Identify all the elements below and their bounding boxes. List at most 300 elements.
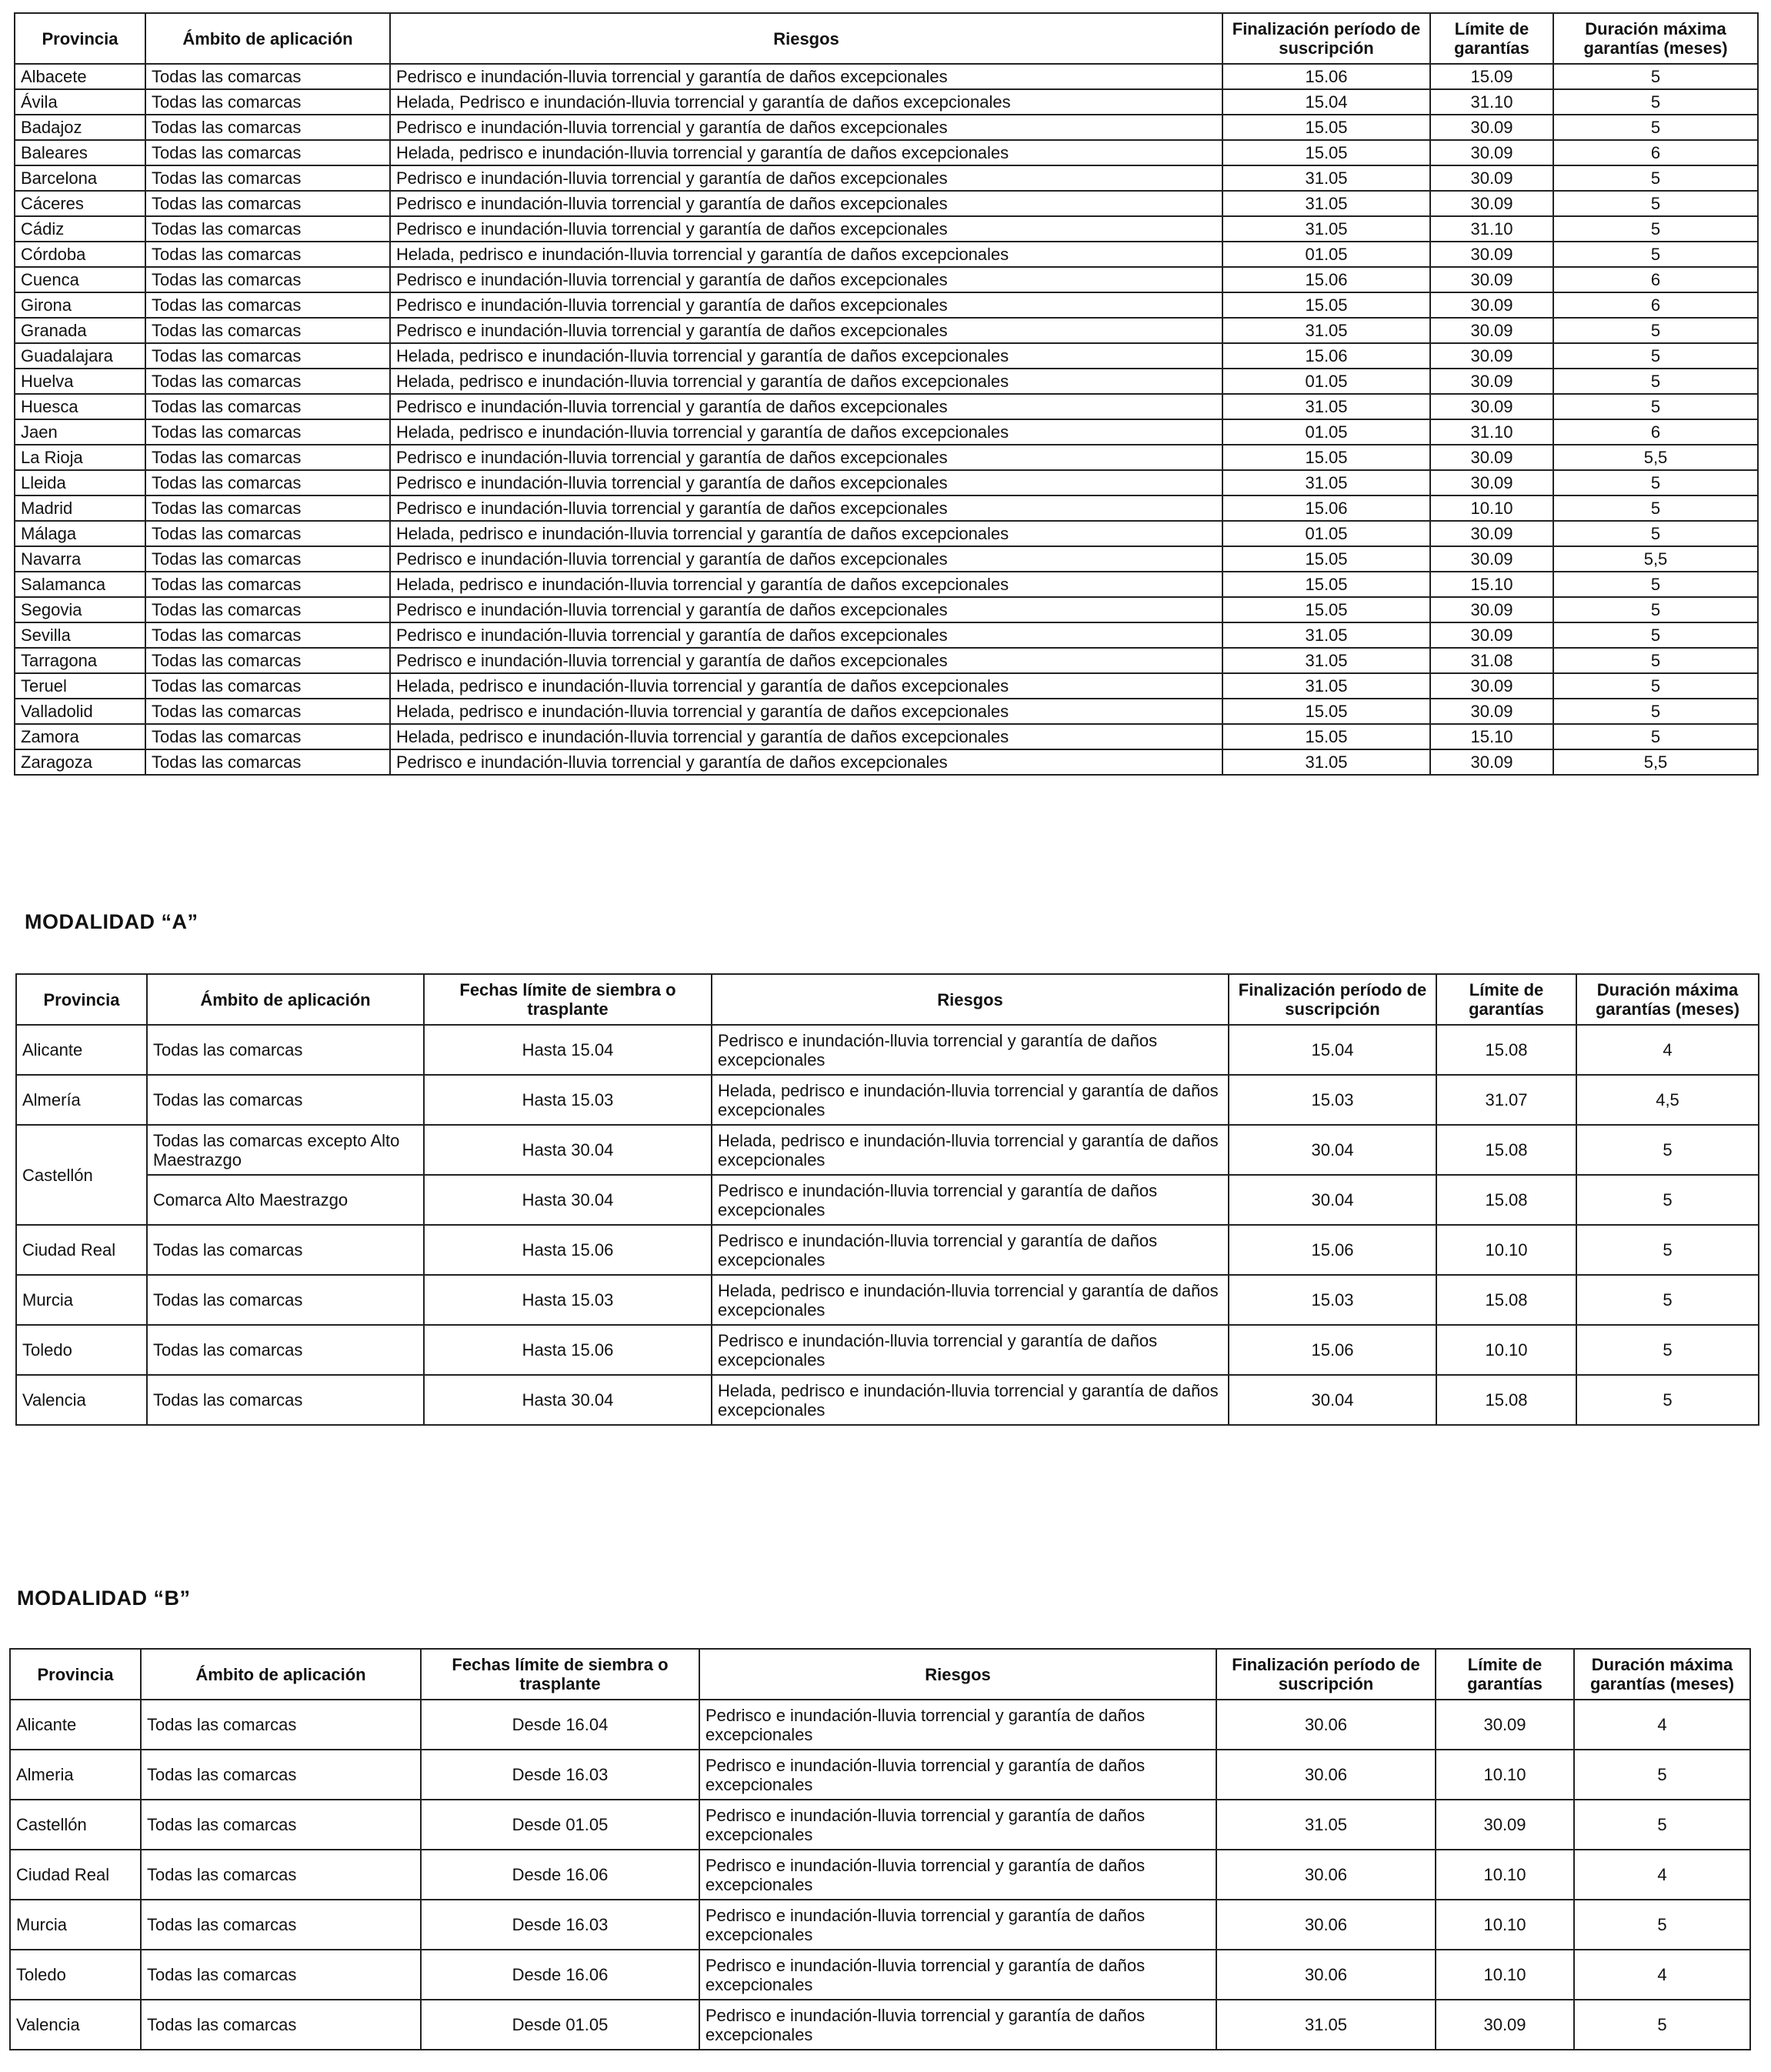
cell-provincia: Granada — [15, 318, 145, 343]
cell-ambito: Todas las comarcas — [145, 572, 390, 597]
cell-riesgos: Pedrisco e inundación-lluvia torrencial y garantía de daños excepcionales — [390, 648, 1222, 673]
cell-finalizacion: 15.05 — [1222, 724, 1430, 749]
cell-riesgos: Pedrisco e inundación-lluvia torrencial y garantía de daños excepcionales — [390, 267, 1222, 292]
cell-finalizacion: 30.04 — [1229, 1125, 1436, 1175]
cell-provincia: Zamora — [15, 724, 145, 749]
cell-finalizacion: 15.06 — [1229, 1225, 1436, 1275]
header-riesgos: Riesgos — [699, 1649, 1216, 1700]
cell-fechas-limite: Desde 01.05 — [421, 2000, 699, 2050]
cell-ambito: Todas las comarcas — [145, 64, 390, 89]
cell-riesgos: Pedrisco e inundación-lluvia torrencial y garantía de daños excepcionales — [390, 495, 1222, 521]
cell-riesgos: Helada, pedrisco e inundación-lluvia torrencial y garantía de daños excepcionales — [390, 572, 1222, 597]
cell-ambito: Todas las comarcas — [141, 2000, 421, 2050]
cell-limite: 30.09 — [1430, 318, 1553, 343]
cell-finalizacion: 31.05 — [1222, 165, 1430, 191]
cell-duracion: 6 — [1553, 267, 1758, 292]
cell-provincia: Huelva — [15, 369, 145, 394]
cell-fechas-limite: Desde 16.06 — [421, 1950, 699, 2000]
cell-limite: 30.09 — [1436, 1700, 1574, 1750]
cell-duracion: 5 — [1553, 115, 1758, 140]
cell-finalizacion: 15.04 — [1229, 1025, 1436, 1075]
cell-limite: 30.09 — [1430, 191, 1553, 216]
cell-riesgos: Helada, pedrisco e inundación-lluvia torrencial y garantía de daños excepcionales — [712, 1125, 1229, 1175]
cell-provincia: Valencia — [16, 1375, 147, 1425]
cell-riesgos: Helada, pedrisco e inundación-lluvia torrencial y garantía de daños excepcionales — [390, 242, 1222, 267]
table-row — [15, 343, 1758, 369]
table-row — [15, 470, 1758, 495]
cell-duracion: 5 — [1553, 521, 1758, 546]
cell-provincia: Cádiz — [15, 216, 145, 242]
cell-duracion: 5 — [1553, 597, 1758, 622]
cell-riesgos: Helada, pedrisco e inundación-lluvia torrencial y garantía de daños excepcionales — [390, 724, 1222, 749]
cell-limite: 15.08 — [1436, 1375, 1576, 1425]
cell-ambito: Todas las comarcas — [145, 648, 390, 673]
cell-duracion: 5 — [1576, 1175, 1759, 1225]
cell-finalizacion: 31.05 — [1222, 648, 1430, 673]
cell-riesgos: Helada, Pedrisco e inundación-lluvia torrencial y garantía de daños excepcionales — [390, 89, 1222, 115]
modalidad-b-heading: MODALIDAD “B” — [17, 1587, 191, 1610]
cell-limite: 15.10 — [1430, 572, 1553, 597]
cell-ambito: Todas las comarcas — [141, 1800, 421, 1850]
cell-finalizacion: 15.05 — [1222, 597, 1430, 622]
cell-riesgos: Pedrisco e inundación-lluvia torrencial y garantía de daños excepcionales — [390, 597, 1222, 622]
cell-finalizacion: 31.05 — [1222, 216, 1430, 242]
cell-duracion: 5 — [1553, 64, 1758, 89]
cell-ambito: Todas las comarcas — [145, 318, 390, 343]
header-duracion: Duración máxima garantías (meses) — [1576, 974, 1759, 1025]
table-row — [15, 724, 1758, 749]
cell-duracion: 5 — [1553, 648, 1758, 673]
cell-provincia: Albacete — [15, 64, 145, 89]
cell-finalizacion: 01.05 — [1222, 369, 1430, 394]
cell-provincia: Madrid — [15, 495, 145, 521]
cell-duracion: 4 — [1574, 1950, 1750, 2000]
cell-provincia: Jaen — [15, 419, 145, 445]
cell-finalizacion: 15.03 — [1229, 1075, 1436, 1125]
cell-limite: 30.09 — [1430, 242, 1553, 267]
cell-finalizacion: 15.03 — [1229, 1275, 1436, 1325]
cell-finalizacion: 31.05 — [1222, 394, 1430, 419]
table-row — [15, 622, 1758, 648]
table-row — [15, 318, 1758, 343]
cell-limite: 30.09 — [1430, 597, 1553, 622]
table-row — [10, 2000, 1750, 2050]
cell-riesgos: Pedrisco e inundación-lluvia torrencial y garantía de daños excepcionales — [390, 115, 1222, 140]
cell-provincia: Toledo — [10, 1950, 141, 2000]
table-row — [15, 495, 1758, 521]
cell-finalizacion: 30.04 — [1229, 1175, 1436, 1225]
cell-riesgos: Helada, pedrisco e inundación-lluvia torrencial y garantía de daños excepcionales — [390, 673, 1222, 699]
cell-limite: 10.10 — [1436, 1900, 1574, 1950]
cell-ambito: Todas las comarcas — [145, 445, 390, 470]
cell-riesgos: Pedrisco e inundación-lluvia torrencial y garantía de daños excepcionales — [390, 64, 1222, 89]
cell-provincia: Tarragona — [15, 648, 145, 673]
cell-riesgos: Pedrisco e inundación-lluvia torrencial y garantía de daños excepcionales — [390, 191, 1222, 216]
table-row — [15, 292, 1758, 318]
cell-duracion: 5 — [1553, 242, 1758, 267]
table-row — [10, 1850, 1750, 1900]
cell-provincia: Córdoba — [15, 242, 145, 267]
cell-duracion: 6 — [1553, 419, 1758, 445]
table-row — [10, 1750, 1750, 1800]
cell-ambito: Todas las comarcas — [145, 546, 390, 572]
cell-provincia: Zaragoza — [15, 749, 145, 775]
general-risks-table-body — [15, 64, 1758, 775]
cell-duracion: 5 — [1553, 165, 1758, 191]
cell-finalizacion: 15.05 — [1222, 572, 1430, 597]
table-row — [15, 419, 1758, 445]
cell-provincia: Alicante — [10, 1700, 141, 1750]
cell-finalizacion: 31.05 — [1222, 673, 1430, 699]
cell-finalizacion: 15.06 — [1222, 64, 1430, 89]
cell-ambito: Todas las comarcas — [145, 724, 390, 749]
cell-finalizacion: 15.06 — [1222, 267, 1430, 292]
cell-ambito: Todas las comarcas — [141, 1750, 421, 1800]
cell-duracion: 4 — [1574, 1700, 1750, 1750]
cell-finalizacion: 30.04 — [1229, 1375, 1436, 1425]
cell-ambito: Todas las comarcas — [147, 1325, 424, 1375]
cell-finalizacion: 31.05 — [1222, 318, 1430, 343]
header-ambito: Ámbito de aplicación — [145, 13, 390, 64]
cell-limite: 15.08 — [1436, 1175, 1576, 1225]
cell-duracion: 5 — [1553, 724, 1758, 749]
header-limite: Límite de garantías — [1430, 13, 1553, 64]
cell-duracion: 5 — [1553, 495, 1758, 521]
cell-ambito: Todas las comarcas — [147, 1375, 424, 1425]
cell-limite: 30.09 — [1436, 1800, 1574, 1850]
header-limite: Límite de garantías — [1436, 974, 1576, 1025]
cell-duracion: 5,5 — [1553, 445, 1758, 470]
cell-provincia: Málaga — [15, 521, 145, 546]
cell-ambito: Todas las comarcas — [145, 165, 390, 191]
header-finalizacion: Finalización período de suscripción — [1216, 1649, 1436, 1700]
table-row — [16, 1225, 1759, 1275]
cell-limite: 10.10 — [1436, 1750, 1574, 1800]
cell-fechas-limite: Hasta 30.04 — [424, 1175, 712, 1225]
modalidad-a-table-body — [16, 1025, 1759, 1425]
cell-finalizacion: 15.04 — [1222, 89, 1430, 115]
cell-duracion: 5 — [1574, 1900, 1750, 1950]
modalidad-a-table — [15, 973, 1759, 1426]
cell-limite: 10.10 — [1436, 1950, 1574, 2000]
cell-finalizacion: 15.06 — [1222, 343, 1430, 369]
cell-limite: 30.09 — [1430, 165, 1553, 191]
cell-ambito: Todas las comarcas — [147, 1275, 424, 1325]
cell-finalizacion: 15.05 — [1222, 699, 1430, 724]
table-row — [15, 89, 1758, 115]
cell-limite: 31.10 — [1430, 419, 1553, 445]
cell-riesgos: Pedrisco e inundación-lluvia torrencial y garantía de daños excepcionales — [390, 318, 1222, 343]
cell-riesgos: Pedrisco e inundación-lluvia torrencial y garantía de daños excepcionales — [712, 1025, 1229, 1075]
header-riesgos: Riesgos — [390, 13, 1222, 64]
table-row — [15, 64, 1758, 89]
cell-finalizacion: 01.05 — [1222, 242, 1430, 267]
cell-ambito: Todas las comarcas — [145, 140, 390, 165]
cell-duracion: 6 — [1553, 140, 1758, 165]
header-provincia: Provincia — [10, 1649, 141, 1700]
header-ambito: Ámbito de aplicación — [141, 1649, 421, 1700]
table-row — [15, 648, 1758, 673]
cell-limite: 30.09 — [1430, 749, 1553, 775]
table-row — [15, 521, 1758, 546]
cell-limite: 30.09 — [1430, 445, 1553, 470]
cell-duracion: 5 — [1576, 1325, 1759, 1375]
cell-finalizacion: 31.05 — [1222, 622, 1430, 648]
table-header-row — [10, 1649, 1750, 1700]
table-row — [15, 445, 1758, 470]
cell-duracion: 5 — [1553, 470, 1758, 495]
cell-finalizacion: 30.06 — [1216, 1850, 1436, 1900]
cell-limite: 10.10 — [1430, 495, 1553, 521]
cell-limite: 30.09 — [1430, 115, 1553, 140]
cell-duracion: 5 — [1576, 1275, 1759, 1325]
cell-finalizacion: 30.06 — [1216, 1750, 1436, 1800]
table-row — [15, 191, 1758, 216]
cell-ambito: Todas las comarcas — [145, 292, 390, 318]
cell-limite: 10.10 — [1436, 1850, 1574, 1900]
cell-fechas-limite: Desde 16.04 — [421, 1700, 699, 1750]
table-row — [15, 242, 1758, 267]
table-row — [10, 1950, 1750, 2000]
table-row — [15, 115, 1758, 140]
cell-finalizacion: 15.05 — [1222, 140, 1430, 165]
cell-limite: 31.10 — [1430, 89, 1553, 115]
table-row — [16, 1375, 1759, 1425]
table-row — [10, 1800, 1750, 1850]
cell-limite: 30.09 — [1430, 546, 1553, 572]
cell-limite: 15.08 — [1436, 1275, 1576, 1325]
cell-duracion: 6 — [1553, 292, 1758, 318]
cell-finalizacion: 15.06 — [1229, 1325, 1436, 1375]
cell-limite: 30.09 — [1430, 394, 1553, 419]
cell-riesgos: Pedrisco e inundación-lluvia torrencial y garantía de daños excepcionales — [390, 216, 1222, 242]
cell-limite: 30.09 — [1430, 622, 1553, 648]
cell-riesgos: Pedrisco e inundación-lluvia torrencial y garantía de daños excepcionales — [699, 1800, 1216, 1850]
cell-ambito: Todas las comarcas — [145, 495, 390, 521]
cell-provincia: Navarra — [15, 546, 145, 572]
cell-duracion: 5 — [1576, 1225, 1759, 1275]
cell-ambito: Todas las comarcas — [141, 1950, 421, 2000]
cell-limite: 30.09 — [1436, 2000, 1574, 2050]
cell-provincia: Badajoz — [15, 115, 145, 140]
cell-ambito: Todas las comarcas — [147, 1075, 424, 1125]
table-header-row — [16, 974, 1759, 1025]
table-row — [15, 572, 1758, 597]
cell-provincia: Valencia — [10, 2000, 141, 2050]
cell-duracion: 5 — [1553, 369, 1758, 394]
cell-riesgos: Pedrisco e inundación-lluvia torrencial y garantía de daños excepcionales — [390, 546, 1222, 572]
cell-ambito: Todas las comarcas — [145, 394, 390, 419]
cell-provincia: Barcelona — [15, 165, 145, 191]
cell-finalizacion: 30.06 — [1216, 1950, 1436, 2000]
table-row — [15, 699, 1758, 724]
cell-ambito: Todas las comarcas — [145, 521, 390, 546]
cell-limite: 30.09 — [1430, 140, 1553, 165]
cell-finalizacion: 30.06 — [1216, 1700, 1436, 1750]
cell-provincia: Murcia — [16, 1275, 147, 1325]
cell-fechas-limite: Hasta 15.06 — [424, 1325, 712, 1375]
table-row — [15, 216, 1758, 242]
cell-riesgos: Pedrisco e inundación-lluvia torrencial y garantía de daños excepcionales — [390, 749, 1222, 775]
table-row — [10, 1900, 1750, 1950]
cell-duracion: 4,5 — [1576, 1075, 1759, 1125]
modalidad-a-heading: MODALIDAD “A” — [25, 910, 198, 933]
cell-fechas-limite: Hasta 15.03 — [424, 1275, 712, 1325]
cell-limite: 30.09 — [1430, 699, 1553, 724]
header-provincia: Provincia — [15, 13, 145, 64]
cell-riesgos: Pedrisco e inundación-lluvia torrencial y garantía de daños excepcionales — [699, 1850, 1216, 1900]
cell-provincia: Alicante — [16, 1025, 147, 1075]
cell-limite: 30.09 — [1430, 369, 1553, 394]
cell-provincia: Guadalajara — [15, 343, 145, 369]
cell-limite: 10.10 — [1436, 1225, 1576, 1275]
cell-riesgos: Helada, pedrisco e inundación-lluvia torrencial y garantía de daños excepcionales — [712, 1375, 1229, 1425]
cell-limite: 31.10 — [1430, 216, 1553, 242]
cell-ambito: Todas las comarcas — [145, 622, 390, 648]
cell-provincia: La Rioja — [15, 445, 145, 470]
cell-riesgos: Pedrisco e inundación-lluvia torrencial y garantía de daños excepcionales — [699, 1900, 1216, 1950]
cell-provincia: Segovia — [15, 597, 145, 622]
cell-riesgos: Helada, pedrisco e inundación-lluvia torrencial y garantía de daños excepcionales — [390, 521, 1222, 546]
cell-finalizacion: 15.05 — [1222, 445, 1430, 470]
cell-ambito: Todas las comarcas — [145, 419, 390, 445]
table-row — [15, 546, 1758, 572]
cell-finalizacion: 31.05 — [1216, 2000, 1436, 2050]
cell-finalizacion: 31.05 — [1222, 470, 1430, 495]
cell-fechas-limite: Desde 16.03 — [421, 1900, 699, 1950]
cell-duracion: 5 — [1553, 572, 1758, 597]
cell-riesgos: Pedrisco e inundación-lluvia torrencial y garantía de daños excepcionales — [699, 2000, 1216, 2050]
cell-provincia: Huesca — [15, 394, 145, 419]
cell-riesgos: Pedrisco e inundación-lluvia torrencial y garantía de daños excepcionales — [712, 1325, 1229, 1375]
cell-ambito: Todas las comarcas — [147, 1025, 424, 1075]
cell-ambito: Todas las comarcas excepto Alto Maestrazgo — [147, 1125, 424, 1175]
cell-riesgos: Helada, pedrisco e inundación-lluvia torrencial y garantía de daños excepcionales — [712, 1275, 1229, 1325]
cell-finalizacion: 30.06 — [1216, 1900, 1436, 1950]
table-row — [16, 1025, 1759, 1075]
table-row — [16, 1075, 1759, 1125]
header-ambito: Ámbito de aplicación — [147, 974, 424, 1025]
cell-ambito: Todas las comarcas — [145, 673, 390, 699]
general-risks-table — [14, 12, 1759, 776]
cell-riesgos: Pedrisco e inundación-lluvia torrencial y garantía de daños excepcionales — [712, 1225, 1229, 1275]
cell-provincia: Sevilla — [15, 622, 145, 648]
cell-ambito: Todas las comarcas — [145, 242, 390, 267]
cell-limite: 30.09 — [1430, 343, 1553, 369]
table-row — [15, 369, 1758, 394]
cell-finalizacion: 31.05 — [1222, 749, 1430, 775]
cell-riesgos: Helada, pedrisco e inundación-lluvia torrencial y garantía de daños excepcionales — [390, 699, 1222, 724]
cell-limite: 30.09 — [1430, 267, 1553, 292]
cell-ambito: Todas las comarcas — [141, 1850, 421, 1900]
cell-ambito: Todas las comarcas — [147, 1225, 424, 1275]
cell-duracion: 5,5 — [1553, 546, 1758, 572]
cell-finalizacion: 01.05 — [1222, 521, 1430, 546]
cell-provincia: Ávila — [15, 89, 145, 115]
cell-provincia: Castellón — [16, 1125, 147, 1225]
cell-ambito: Todas las comarcas — [145, 699, 390, 724]
cell-limite: 15.10 — [1430, 724, 1553, 749]
cell-duracion: 4 — [1576, 1025, 1759, 1075]
header-fechas-limite: Fechas límite de siembra o trasplante — [424, 974, 712, 1025]
cell-ambito: Todas las comarcas — [141, 1900, 421, 1950]
cell-provincia: Castellón — [10, 1800, 141, 1850]
cell-finalizacion: 15.05 — [1222, 115, 1430, 140]
cell-fechas-limite: Desde 16.06 — [421, 1850, 699, 1900]
cell-finalizacion: 15.05 — [1222, 546, 1430, 572]
cell-ambito: Todas las comarcas — [145, 267, 390, 292]
table-row — [16, 1275, 1759, 1325]
table-row — [15, 394, 1758, 419]
cell-riesgos: Helada, pedrisco e inundación-lluvia torrencial y garantía de daños excepcionales — [390, 140, 1222, 165]
header-limite: Límite de garantías — [1436, 1649, 1574, 1700]
table-row — [16, 1125, 1759, 1175]
cell-provincia: Murcia — [10, 1900, 141, 1950]
cell-limite: 30.09 — [1430, 470, 1553, 495]
cell-riesgos: Pedrisco e inundación-lluvia torrencial y garantía de daños excepcionales — [699, 1750, 1216, 1800]
cell-riesgos: Helada, pedrisco e inundación-lluvia torrencial y garantía de daños excepcionales — [390, 419, 1222, 445]
cell-duracion: 5 — [1553, 216, 1758, 242]
cell-ambito: Todas las comarcas — [145, 369, 390, 394]
table-row — [15, 140, 1758, 165]
modalidad-b-table-body — [10, 1700, 1750, 2050]
table-row — [16, 1175, 1759, 1225]
cell-duracion: 5 — [1553, 318, 1758, 343]
cell-fechas-limite: Desde 16.03 — [421, 1750, 699, 1800]
cell-ambito: Todas las comarcas — [145, 597, 390, 622]
table-row — [15, 749, 1758, 775]
cell-fechas-limite: Hasta 15.03 — [424, 1075, 712, 1125]
cell-riesgos: Helada, pedrisco e inundación-lluvia torrencial y garantía de daños excepcionales — [390, 369, 1222, 394]
cell-duracion: 4 — [1574, 1850, 1750, 1900]
cell-limite: 10.10 — [1436, 1325, 1576, 1375]
cell-fechas-limite: Hasta 30.04 — [424, 1375, 712, 1425]
cell-ambito: Todas las comarcas — [145, 89, 390, 115]
cell-duracion: 5 — [1574, 2000, 1750, 2050]
cell-provincia: Ciudad Real — [10, 1850, 141, 1900]
cell-finalizacion: 31.05 — [1216, 1800, 1436, 1850]
cell-provincia: Cuenca — [15, 267, 145, 292]
table-row — [10, 1700, 1750, 1750]
header-duracion: Duración máxima garantías (meses) — [1574, 1649, 1750, 1700]
header-fechas-limite: Fechas límite de siembra o trasplante — [421, 1649, 699, 1700]
table-row — [16, 1325, 1759, 1375]
cell-riesgos: Pedrisco e inundación-lluvia torrencial y garantía de daños excepcionales — [390, 292, 1222, 318]
cell-riesgos: Pedrisco e inundación-lluvia torrencial y garantía de daños excepcionales — [699, 1700, 1216, 1750]
cell-provincia: Ciudad Real — [16, 1225, 147, 1275]
cell-duracion: 5 — [1576, 1375, 1759, 1425]
cell-duracion: 5 — [1553, 699, 1758, 724]
cell-provincia: Salamanca — [15, 572, 145, 597]
cell-provincia: Teruel — [15, 673, 145, 699]
cell-provincia: Baleares — [15, 140, 145, 165]
cell-riesgos: Helada, pedrisco e inundación-lluvia torrencial y garantía de daños excepcionales — [390, 343, 1222, 369]
cell-finalizacion: 01.05 — [1222, 419, 1430, 445]
cell-ambito: Todas las comarcas — [145, 216, 390, 242]
cell-finalizacion: 15.06 — [1222, 495, 1430, 521]
cell-riesgos: Pedrisco e inundación-lluvia torrencial y garantía de daños excepcionales — [390, 622, 1222, 648]
table-row — [15, 597, 1758, 622]
table-row — [15, 673, 1758, 699]
cell-ambito: Todas las comarcas — [145, 470, 390, 495]
cell-fechas-limite: Hasta 15.04 — [424, 1025, 712, 1075]
cell-limite: 31.07 — [1436, 1075, 1576, 1125]
cell-duracion: 5 — [1553, 673, 1758, 699]
cell-duracion: 5,5 — [1553, 749, 1758, 775]
cell-provincia: Cáceres — [15, 191, 145, 216]
cell-duracion: 5 — [1553, 89, 1758, 115]
cell-duracion: 5 — [1576, 1125, 1759, 1175]
